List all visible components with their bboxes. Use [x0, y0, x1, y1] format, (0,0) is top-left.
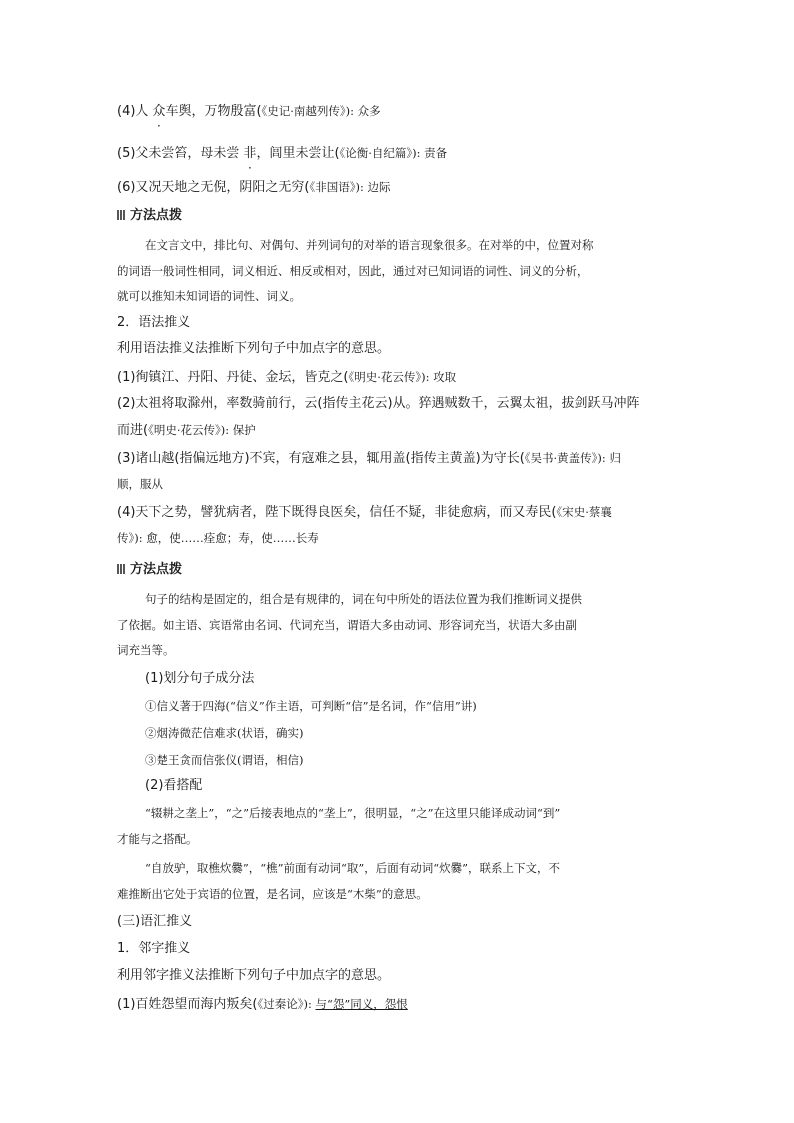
section-grammar-title: 2．语法推义	[117, 315, 191, 330]
heading-bar-icon	[117, 210, 126, 220]
method-example-3: ③楚王贪而信张仪(谓语，相信)	[145, 753, 304, 767]
example-line-4: (4)人 众车舆，万物殷富(《史记·南越列传》): 众多	[117, 104, 381, 119]
heading-bar-icon	[117, 564, 126, 574]
collocation-paragraph-2: “自放驴，取樵炊爨”，“樵”前面有动词“取”，后面有动词“炊爨”，联系上下文，不	[145, 861, 561, 875]
method-heading-1: 方法点拨	[117, 207, 182, 225]
answer-underlined: 与“怨”同义，怨恨	[315, 997, 408, 1011]
vocab-example-1: (1)百姓怨望而海内叛矣(《过秦论》): 与“怨”同义，怨恨	[117, 997, 408, 1012]
method-paragraph-1: 在文言文中，排比句、对偶句、并列词句的对举的语言现象很多。在对举的中，位置对称	[145, 238, 594, 252]
method-paragraph-2: 句子的结构是固定的，组合是有规律的，词在句中所处的语法位置为我们推断词义提供	[145, 592, 582, 606]
grammar-example-1: (1)徇镇江、丹阳、丹徒、金坛，皆克之(《明史·花云传》): 攻取	[117, 370, 457, 385]
method-heading-2: 方法点拨	[117, 561, 182, 579]
method-example-2: ②烟涛微茫信难求(状语，确实)	[145, 726, 304, 740]
example-line-6: (6)又况天地之无倪，阴阳之无穷(《非国语》): 边际	[117, 180, 391, 195]
dotted-char: 非	[243, 146, 257, 161]
neighbor-char-instruction: 利用邻字推义法推断下列句子中加点字的意思。	[117, 968, 391, 983]
grammar-example-2: (2)太祖将取滁州，率数骑前行，云(指传主花云)从。猝遇贼数千，云翼太祖，拔剑跃马冲阵	[117, 396, 640, 411]
section-vocab-title: (三)语汇推义	[117, 914, 193, 929]
grammar-example-3: (3)诸山越(指偏远地方)不宾，有寇难之县，辄用盖(指传主黄盖)为守长(《吴书·黄盖传》): 归	[117, 451, 621, 466]
collocation-paragraph-1: “辍耕之垄上”，“之”后接表地点的“垄上”，很明显，“之”在这里只能译成动词“到”	[145, 806, 561, 820]
neighbor-char-title: 1．邻字推义	[117, 941, 191, 956]
method-subtitle-2: (2)看搭配	[145, 778, 203, 793]
dotted-char: 众	[152, 104, 166, 119]
method-subtitle-1: (1)划分句子成分法	[145, 671, 255, 686]
method-example-1: ①信义著于四海(“信义”作主语，可判断“信”是名词，作“信用”讲)	[145, 699, 477, 713]
grammar-example-4: (4)天下之势，譬犹病者，陛下既得良医矣，信任不疑，非徒愈病，而又寿民(《宋史·蔡襄	[117, 505, 612, 520]
grammar-instruction: 利用语法推义法推断下列句子中加点字的意思。	[117, 341, 391, 356]
example-line-5: (5)父未尝笞，母未尝 非，闾里未尝让(《论衡·自纪篇》): 责备	[117, 146, 448, 161]
